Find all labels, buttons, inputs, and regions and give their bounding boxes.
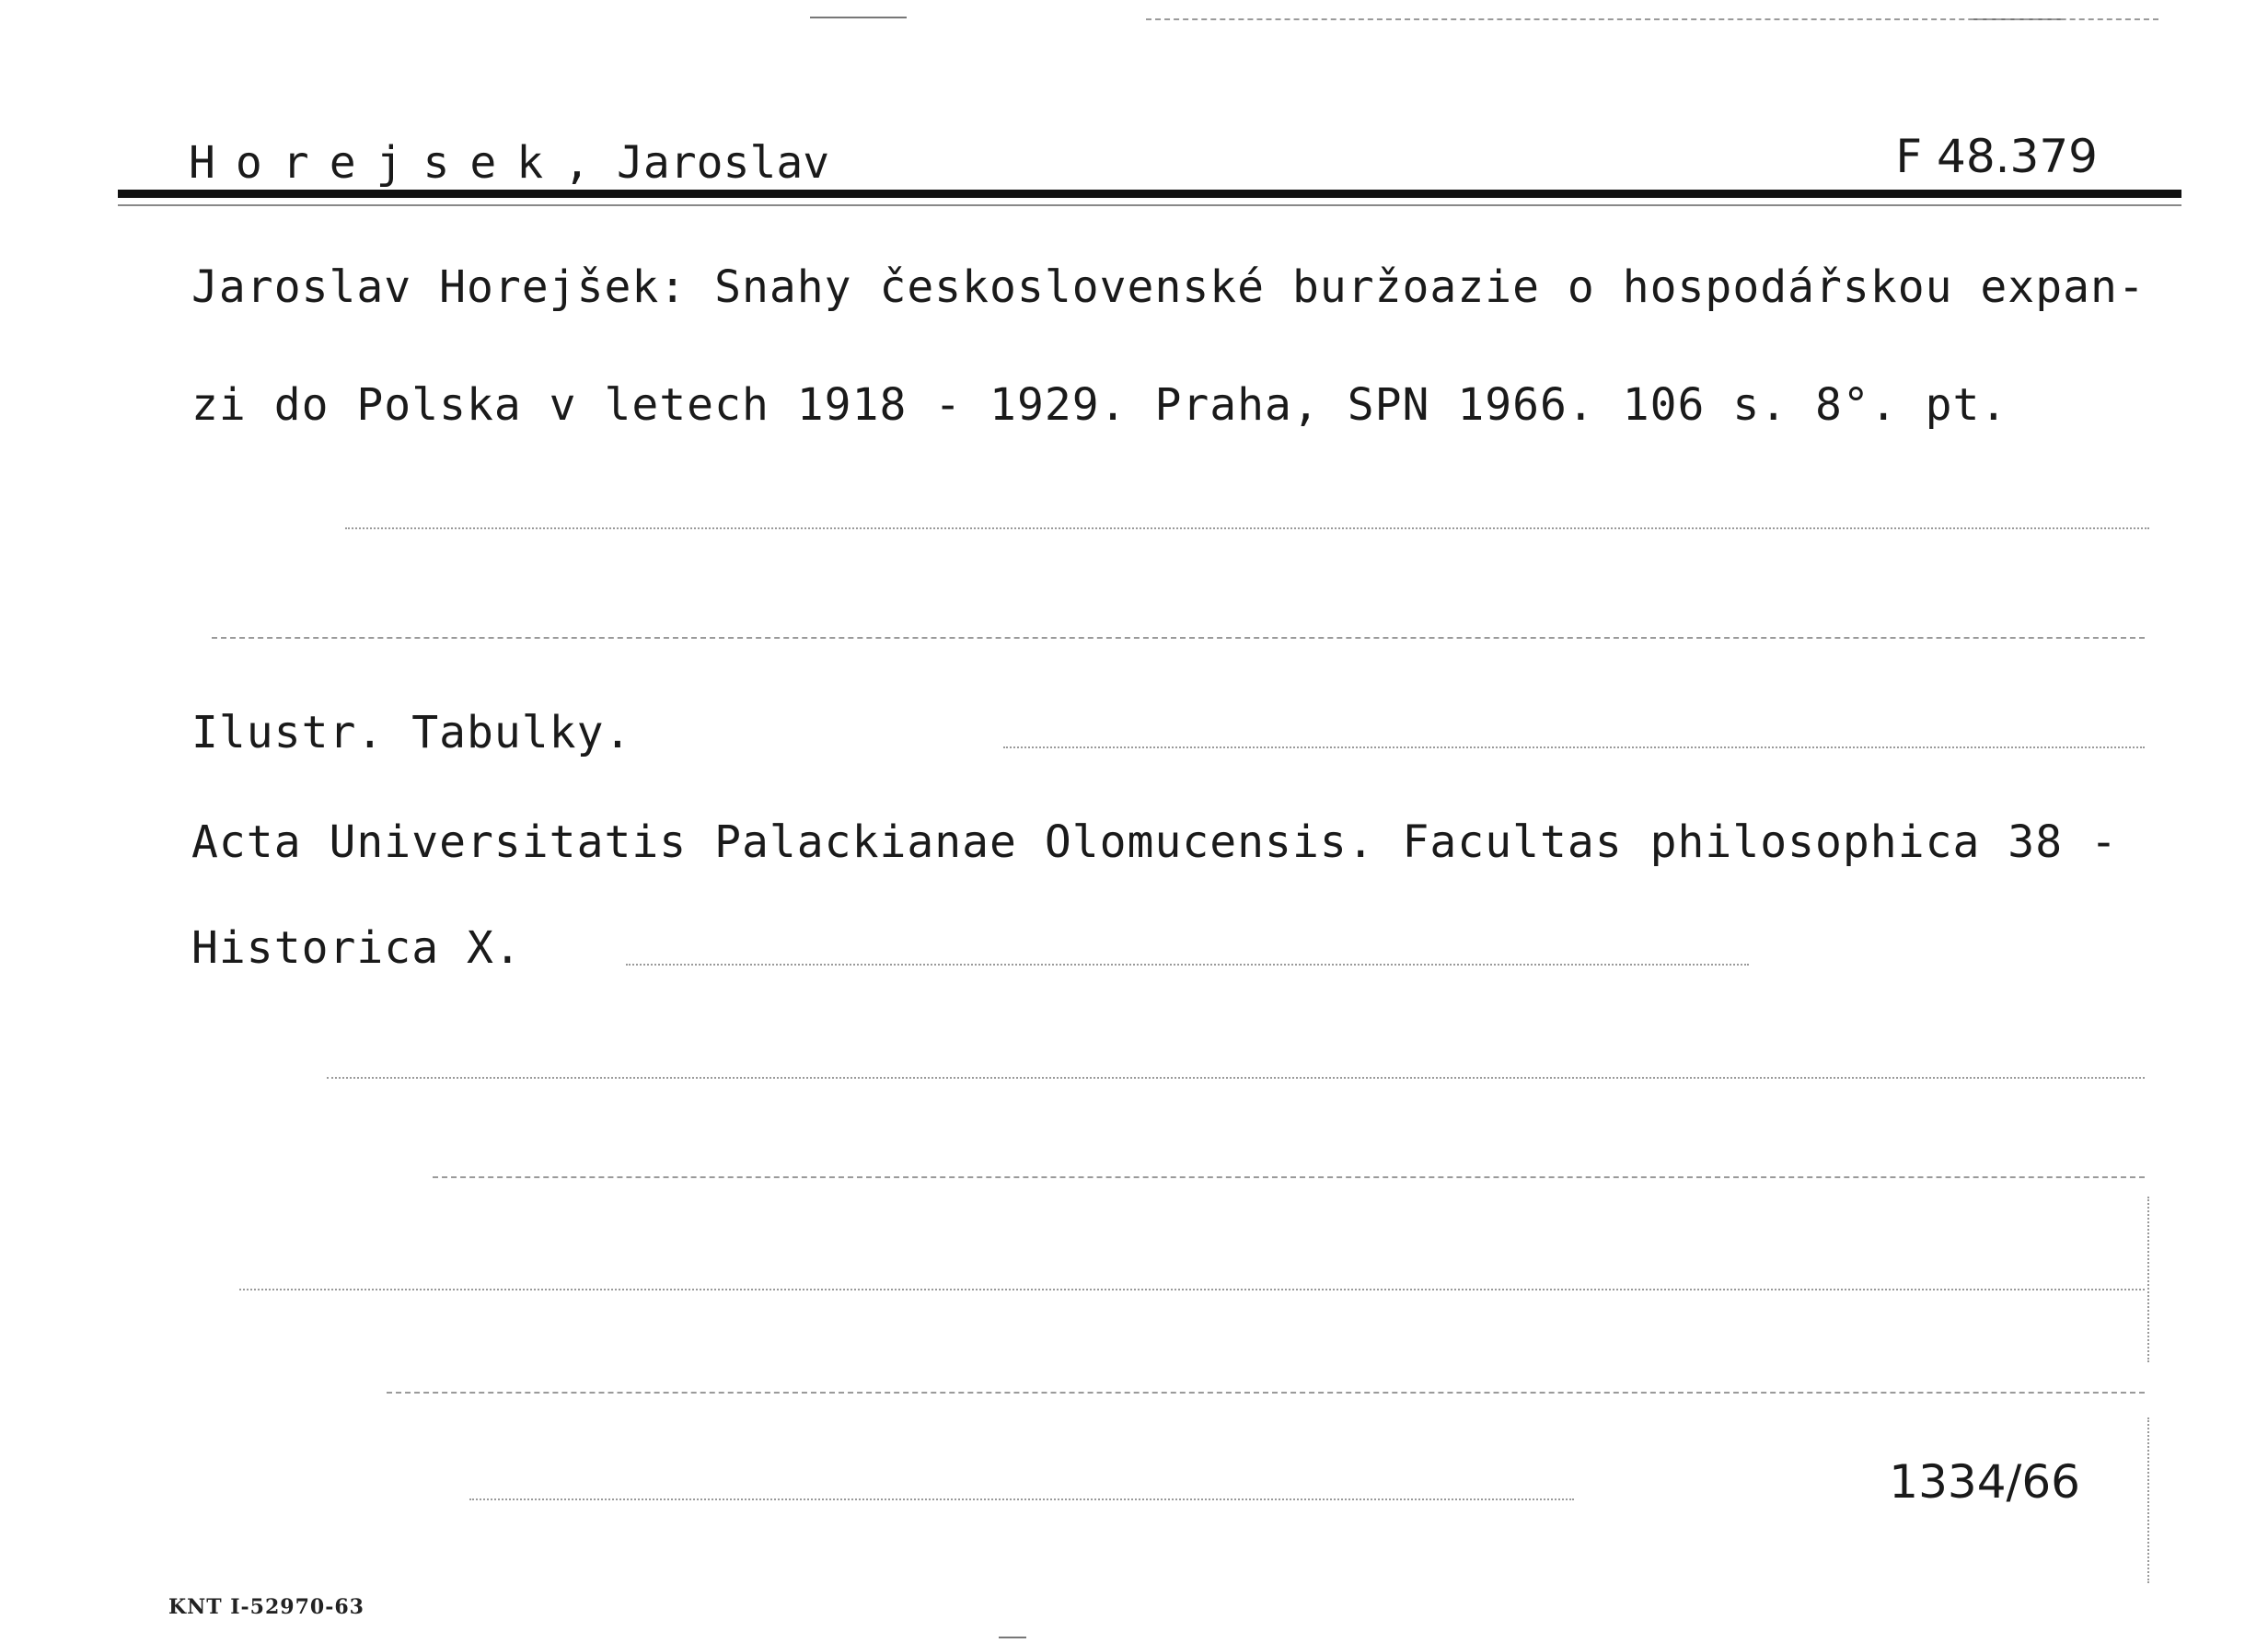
- heading-surname: Horejsek: [189, 137, 564, 189]
- printer-mark: KNT I-52970-63: [168, 1595, 364, 1619]
- card-right-edge-marks: [2147, 1417, 2149, 1583]
- ruled-line: [327, 1077, 2145, 1079]
- heading-name: [189, 135, 829, 191]
- ruled-line: [212, 637, 2145, 639]
- heading-forename: , Jaroslav: [563, 137, 830, 189]
- ruled-line: [626, 964, 1749, 966]
- shelf-signature: F 48.379: [1895, 130, 2098, 183]
- title-statement-line-1: Jaroslav Horejšek: Snahy československé buržoazie o hospodářskou expan-: [191, 261, 2146, 313]
- ruled-line: [1003, 746, 2145, 748]
- physical-description: Ilustr. Tabulky.: [191, 707, 632, 758]
- header-rule-shadow: [118, 204, 2181, 206]
- series-statement-line-1: Acta Universitatis Palackianae Olomucensis. Facultas philosophica 38 -: [191, 816, 2118, 868]
- bottom-edge-mark: [999, 1637, 1026, 1638]
- ruled-line: [469, 1498, 1574, 1500]
- header-rule: [118, 190, 2181, 198]
- ruled-line: [345, 527, 2149, 529]
- series-statement-line-2: Historica X.: [191, 922, 522, 974]
- ruled-line: [433, 1176, 2145, 1178]
- card-right-edge-marks: [2147, 1197, 2149, 1362]
- ruled-line: [239, 1289, 2145, 1290]
- top-edge-mark: [810, 17, 907, 18]
- title-statement-line-2: zi do Polska v letech 1918 - 1929. Praha, SPN 1966. 106 s. 8°. pt.: [191, 379, 2008, 431]
- top-edge-mark: [1146, 18, 2158, 20]
- accession-number: 1334/66: [1889, 1455, 2080, 1509]
- ruled-line: [387, 1392, 2145, 1394]
